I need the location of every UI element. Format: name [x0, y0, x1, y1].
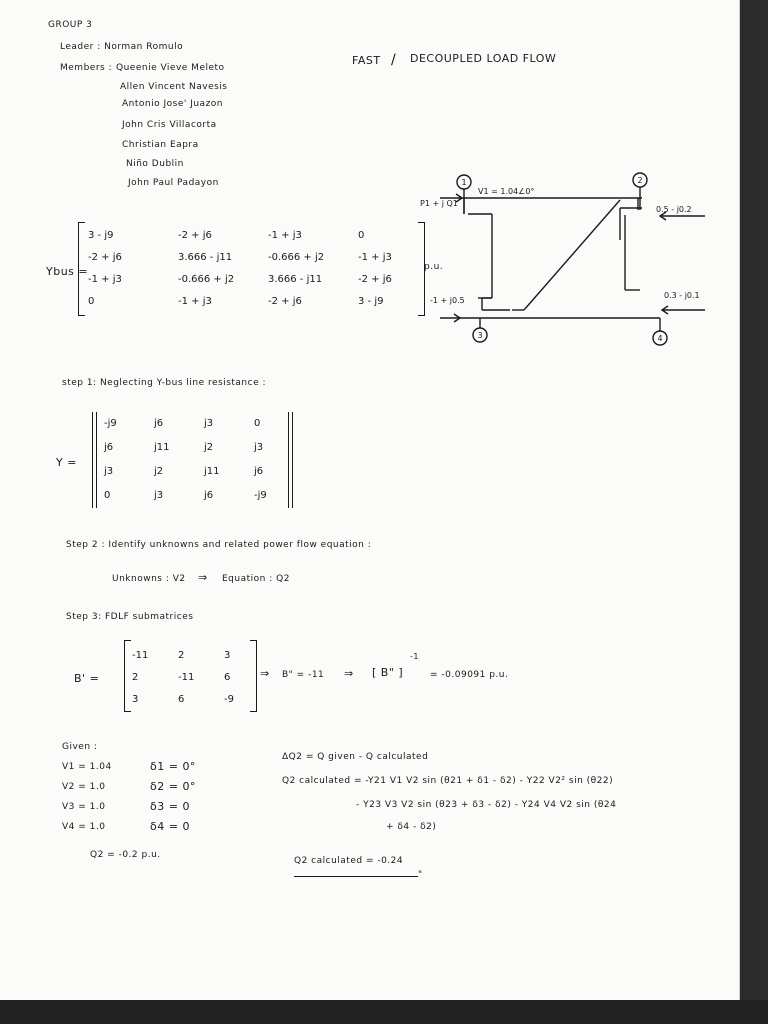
step2-title: Step 2 : Identify unknowns and related power flow equation : — [66, 540, 372, 550]
y-cell-r1c4: 0 — [254, 418, 261, 429]
bus-4-label: 4 — [657, 334, 663, 343]
y-cell-r3c1: j3 — [104, 466, 114, 477]
load4-label: 0.3 - j0.1 — [664, 291, 700, 300]
p1q1-label: P1 + j Q1 — [420, 199, 458, 208]
member-2: Allen Vincent Navesis — [120, 82, 228, 92]
v1-label: V1 = 1.04∠0° — [478, 187, 535, 196]
load2-label: 0.5 - j0.2 — [656, 205, 692, 214]
given-q2: Q2 = -0.2 p.u. — [90, 850, 161, 860]
y-cell-r3c3: j11 — [204, 466, 220, 477]
q-calc-result: Q2 calculated = -0.24 — [294, 856, 404, 866]
ybus-cell-r4c2: -1 + j3 — [178, 296, 212, 307]
q-calc-line-2: - Y23 V3 V2 sin (θ23 + δ3 - δ2) - Y24 V4 V2 sin (θ24 — [356, 800, 617, 810]
bprime-cell-r2c1: 2 — [132, 672, 139, 683]
ybus-unit: p.u. — [424, 262, 444, 272]
member-7: John Paul Padayon — [128, 178, 219, 188]
ybus-cell-r2c2: 3.666 - j11 — [178, 252, 233, 263]
given-v2: V2 = 1.0 — [62, 782, 106, 792]
ybus-cell-r4c4: 3 - j9 — [358, 296, 384, 307]
result-underline-mark: " — [418, 870, 423, 880]
bprime-cell-r2c3: 6 — [224, 672, 231, 683]
implies-arrow: ⇒ — [198, 571, 208, 584]
bprime-cell-r3c2: 6 — [178, 694, 185, 705]
step1-title: step 1: Neglecting Y-bus line resistance : — [62, 378, 267, 388]
title-rest: DECOUPLED LOAD FLOW — [410, 52, 557, 65]
y-cell-r1c1: -j9 — [104, 418, 117, 429]
ybus-bracket-left — [78, 222, 85, 316]
b-inverse: [ B" ] — [372, 666, 404, 679]
ybus-cell-r1c4: 0 — [358, 230, 365, 241]
ybus-cell-r2c4: -1 + j3 — [358, 252, 392, 263]
y-cell-r2c3: j2 — [204, 442, 214, 453]
y-cell-r4c1: 0 — [104, 490, 111, 501]
bprime-bracket-left — [124, 640, 131, 712]
bprime-cell-r1c3: 3 — [224, 650, 231, 661]
background-edge — [740, 0, 768, 1024]
given-v3: V3 = 1.0 — [62, 802, 106, 812]
y-cell-r3c2: j2 — [154, 466, 164, 477]
ybus-cell-r1c1: 3 - j9 — [88, 230, 114, 241]
step3-title: Step 3: FDLF submatrices — [66, 612, 194, 622]
members-label: Members : — [60, 63, 113, 73]
given-v4: V4 = 1.0 — [62, 822, 106, 832]
q-calc-line-1: Q2 calculated = -Y21 V1 V2 sin (θ21 + δ1 - δ2) - Y22 V2² sin (θ22) — [282, 776, 614, 786]
y-cell-r2c2: j11 — [154, 442, 170, 453]
y-bar-left — [92, 412, 93, 508]
y-bar-left-2 — [96, 412, 97, 508]
member-1: Queenie Vieve Meleto — [116, 63, 225, 73]
result-underline — [294, 876, 418, 877]
group-label: GROUP 3 — [48, 20, 93, 30]
implies-arrow-3: ⇒ — [344, 667, 354, 680]
member-3: Antonio Jose' Juazon — [122, 99, 223, 109]
y-cell-r3c4: j6 — [254, 466, 264, 477]
ybus-cell-r2c3: -0.666 + j2 — [268, 252, 325, 263]
y-cell-r1c3: j3 — [204, 418, 214, 429]
b-inverse-result: = -0.09091 p.u. — [430, 670, 509, 680]
title-slash: / — [391, 52, 397, 68]
bus-1-label: 1 — [461, 178, 467, 187]
ybus-cell-r3c2: -0.666 + j2 — [178, 274, 235, 285]
bprime-cell-r2c2: -11 — [178, 672, 195, 683]
b-double-prime: B" = -11 — [282, 670, 325, 680]
bprime-label: B' = — [74, 672, 100, 685]
given-d1: δ1 = 0° — [150, 760, 196, 773]
ybus-cell-r3c3: 3.666 - j11 — [268, 274, 323, 285]
q-calc-line-3: + δ4 - δ2) — [386, 822, 437, 832]
given-title: Given : — [62, 742, 98, 752]
member-5: Christian Eapra — [122, 140, 199, 150]
step2-equation: Equation : Q2 — [222, 574, 290, 584]
given-v1: V1 = 1.04 — [62, 762, 112, 772]
bprime-cell-r3c1: 3 — [132, 694, 139, 705]
y-cell-r1c2: j6 — [154, 418, 164, 429]
ybus-label: Ybus = — [46, 265, 89, 278]
one-line-diagram — [420, 170, 710, 350]
y-cell-r4c2: j3 — [154, 490, 164, 501]
y-cell-r4c4: -j9 — [254, 490, 267, 501]
y-bar-right-2 — [292, 412, 293, 508]
y-cell-r4c3: j6 — [204, 490, 214, 501]
line-2-3 — [524, 200, 620, 310]
background-bottom — [0, 1000, 768, 1024]
ybus-cell-r3c4: -2 + j6 — [358, 274, 392, 285]
given-d3: δ3 = 0 — [150, 800, 190, 813]
bprime-cell-r1c2: 2 — [178, 650, 185, 661]
ybus-cell-r1c2: -2 + j6 — [178, 230, 212, 241]
ybus-cell-r1c3: -1 + j3 — [268, 230, 302, 241]
member-4: John Cris Villacorta — [122, 120, 217, 130]
inverse-exponent: -1 — [410, 652, 419, 661]
y-label: Y = — [56, 456, 77, 469]
bprime-cell-r3c3: -9 — [224, 694, 234, 705]
bprime-bracket-right — [250, 640, 257, 712]
bus-2-label: 2 — [637, 176, 643, 185]
ybus-cell-r3c1: -1 + j3 — [88, 274, 122, 285]
y-bar-right — [288, 412, 289, 508]
bprime-cell-r1c1: -11 — [132, 650, 149, 661]
ybus-cell-r4c1: 0 — [88, 296, 95, 307]
ybus-cell-r4c3: -2 + j6 — [268, 296, 302, 307]
implies-arrow-2: ⇒ — [260, 667, 270, 680]
member-6: Niño Dublin — [126, 159, 184, 169]
leader-line: Leader : Norman Romulo — [60, 42, 184, 52]
given-d2: δ2 = 0° — [150, 780, 196, 793]
y-cell-r2c1: j6 — [104, 442, 114, 453]
given-d4: δ4 = 0 — [150, 820, 190, 833]
y-cell-r2c4: j3 — [254, 442, 264, 453]
ybus-cell-r2c1: -2 + j6 — [88, 252, 122, 263]
delta-q-equation: ΔQ2 = Q given - Q calculated — [282, 752, 429, 762]
step2-unknowns: Unknowns : V2 — [112, 574, 186, 584]
title-fast: FAST — [352, 54, 381, 67]
gen3-label: -1 + j0.5 — [430, 296, 465, 305]
bus-3-label: 3 — [477, 331, 483, 340]
